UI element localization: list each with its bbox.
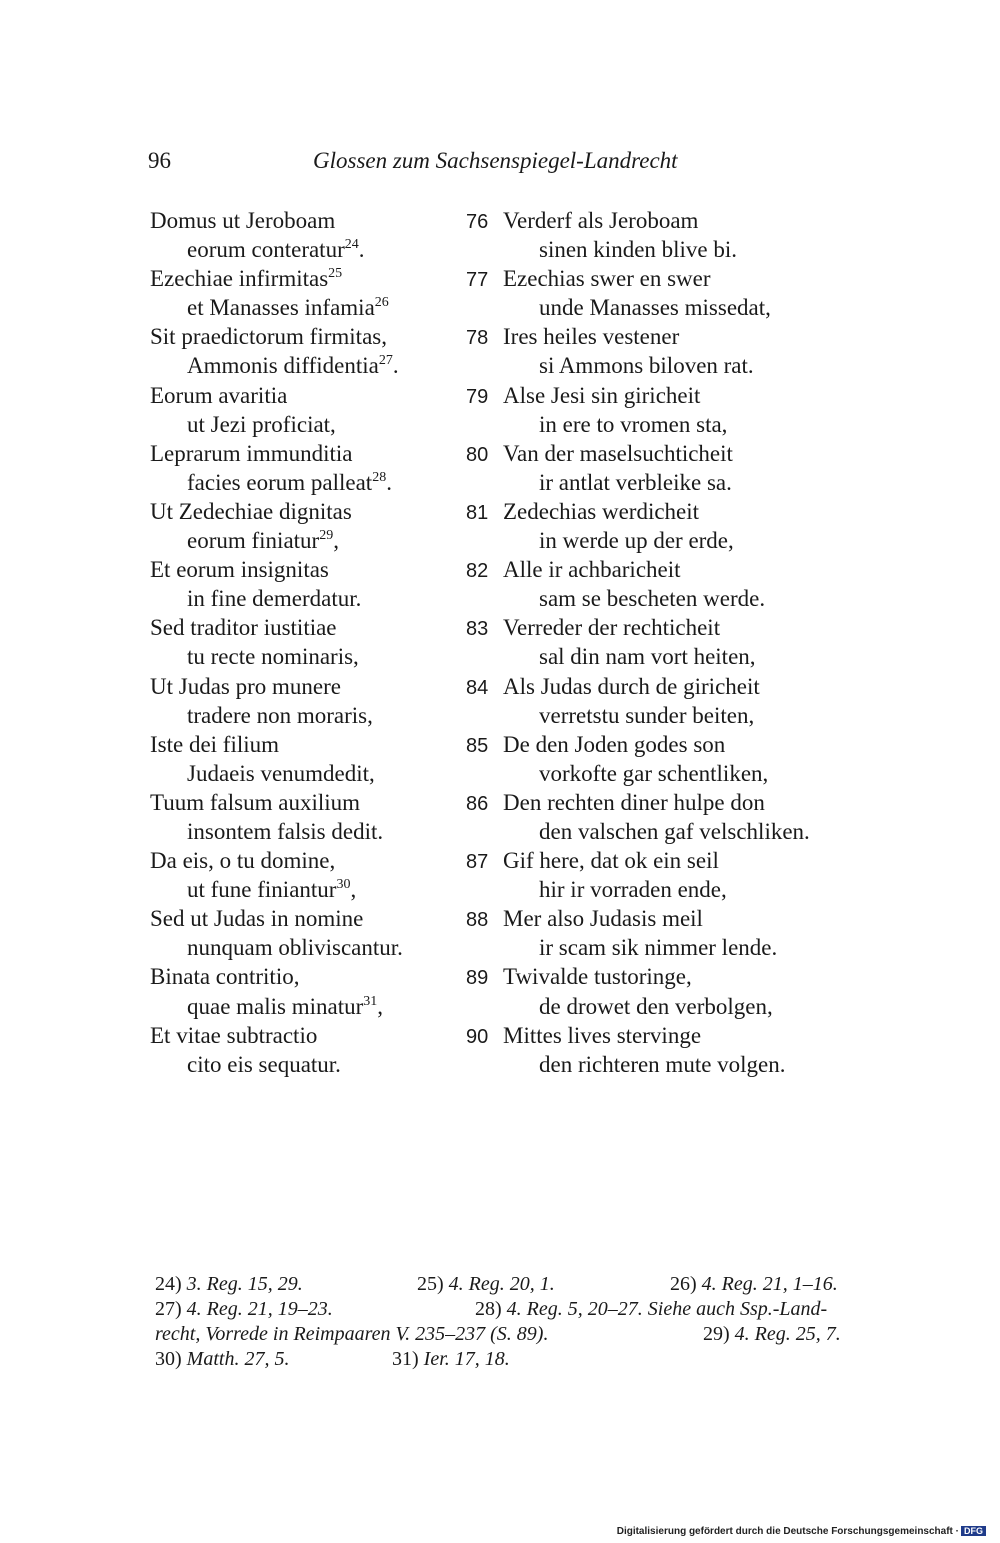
footnote-row	[155, 1322, 861, 1347]
latin-line	[150, 613, 470, 642]
dfg-logo: DFG	[961, 1526, 986, 1536]
latin-line	[150, 351, 470, 380]
latin-line-text: et Manasses infamia	[187, 295, 375, 321]
stanza-number: 83	[466, 618, 489, 641]
punctuation: .	[358, 237, 365, 263]
footnote-28-continued: recht, Vorrede in Reimpaaren V. 235–237 (S. 89).	[155, 1323, 549, 1345]
latin-line-text: Judaeis venumdedit,	[187, 760, 375, 786]
punctuation: ,	[333, 528, 339, 554]
latin-line	[150, 642, 470, 671]
footnote-marker: 26	[374, 295, 389, 311]
stanza-number: 90	[466, 1025, 489, 1048]
german-line	[466, 381, 886, 410]
latin-line-text: eorum finiatur	[187, 528, 320, 554]
footnote-24: 24) 3. Reg. 15, 29.	[155, 1273, 303, 1295]
stanza-number: 86	[466, 792, 489, 815]
stanza-number: 89	[466, 967, 489, 990]
latin-line-text: tu recte nominaris,	[187, 644, 359, 670]
latin-line	[150, 322, 470, 351]
latin-line-text: Binata contritio,	[150, 964, 300, 990]
stanza-number: 82	[466, 560, 489, 583]
stanza-number: 81	[466, 501, 489, 524]
footnote-30: 30) Matth. 27, 5.	[155, 1348, 290, 1370]
latin-line	[150, 526, 470, 555]
latin-line-text: Ut Judas pro munere	[150, 673, 341, 699]
footnote-marker: 30	[336, 877, 351, 893]
latin-line	[150, 555, 470, 584]
footnote-29: 29) 4. Reg. 25, 7.	[703, 1323, 841, 1345]
page-header	[148, 148, 868, 178]
german-line	[466, 933, 886, 962]
latin-line	[150, 875, 470, 904]
german-line-text: verretstu sunder beiten,	[539, 702, 755, 728]
latin-line	[150, 381, 470, 410]
latin-line-text: Da eis, o tu domine,	[150, 848, 336, 874]
latin-line	[150, 497, 470, 526]
footnote-28: 28) 4. Reg. 5, 20–27. Siehe auch Ssp.-Land-	[475, 1298, 828, 1320]
latin-line-text: Iste dei filium	[150, 731, 280, 757]
footnote-row	[155, 1272, 861, 1297]
german-line-text: Mer also Judasis meil	[503, 906, 703, 932]
german-line-text: Verreder der rechticheit	[503, 615, 721, 641]
footnote-27: 27) 4. Reg. 21, 19–23.	[155, 1298, 333, 1320]
german-text-column	[466, 206, 886, 1079]
latin-line	[150, 264, 470, 293]
latin-line	[150, 992, 470, 1021]
german-line-text: Verderf als Jeroboam	[503, 208, 699, 233]
german-line-text: Den rechten diner hulpe don	[503, 789, 765, 815]
german-line-text: sal din nam vort heiten,	[539, 644, 756, 670]
stanza-number: 77	[466, 269, 489, 292]
german-line	[466, 410, 886, 439]
latin-line-text: Et eorum insignitas	[150, 557, 329, 583]
latin-line	[150, 817, 470, 846]
german-line-text: Van der maselsuchticheit	[503, 440, 733, 466]
latin-line-text: insontem falsis dedit.	[187, 818, 384, 844]
latin-line	[150, 672, 470, 701]
latin-line	[150, 439, 470, 468]
footnote-26: 26) 4. Reg. 21, 1–16.	[670, 1273, 838, 1295]
german-line-text: Twivalde tustoringe,	[503, 964, 692, 990]
german-line	[466, 206, 886, 235]
german-line	[466, 555, 886, 584]
german-line-text: Alle ir achbaricheit	[503, 557, 681, 583]
german-line	[466, 497, 886, 526]
latin-line-text: facies eorum palleat	[187, 469, 373, 495]
punctuation: .	[392, 353, 399, 379]
latin-line	[150, 788, 470, 817]
german-line	[466, 672, 886, 701]
latin-line-text: Domus ut Jeroboam	[150, 208, 336, 233]
latin-line-text: Ezechiae infirmitas	[150, 266, 329, 292]
german-line	[466, 1050, 886, 1079]
german-line-text: Als Judas durch de giricheit	[503, 673, 760, 699]
footnote-row	[155, 1347, 861, 1372]
latin-line	[150, 1050, 470, 1079]
latin-line-text: Tuum falsum auxilium	[150, 789, 360, 815]
footnote-25: 25) 4. Reg. 20, 1.	[417, 1273, 555, 1295]
stanza-number: 79	[466, 385, 489, 408]
german-line-text: Ires heiles vestener	[503, 324, 680, 350]
punctuation: ,	[350, 877, 357, 903]
latin-line-text: Ammonis diffidentia	[187, 353, 379, 379]
latin-line	[150, 293, 470, 322]
footnote-marker: 27	[378, 353, 393, 369]
german-line	[466, 264, 886, 293]
latin-line-text: Et vitae subtractio	[150, 1022, 318, 1048]
stanza-number: 80	[466, 443, 489, 466]
latin-line	[150, 584, 470, 613]
german-line-text: De den Joden godes son	[503, 731, 726, 757]
latin-line-text: Sed traditor iustitiae	[150, 615, 337, 641]
german-line	[466, 875, 886, 904]
german-line	[466, 730, 886, 759]
latin-line	[150, 933, 470, 962]
latin-line	[150, 759, 470, 788]
latin-line	[150, 410, 470, 439]
german-line	[466, 817, 886, 846]
punctuation: ,	[377, 993, 384, 1019]
german-line	[466, 1021, 886, 1050]
latin-line	[150, 468, 470, 497]
stanza-number: 87	[466, 851, 489, 874]
german-line-text: vorkofte gar schentliken,	[539, 760, 769, 786]
german-line	[466, 439, 886, 468]
latin-line-text: in fine demerdatur.	[187, 586, 362, 612]
german-line-text: ir antlat verbleike sa.	[539, 469, 732, 495]
footnote-31: 31) Ier. 17, 18.	[392, 1348, 510, 1370]
latin-line-text: quae malis minatur	[187, 993, 364, 1019]
stanza-number: 78	[466, 327, 489, 350]
latin-text-column	[150, 206, 470, 1079]
latin-line-text: Sit praedictorum firmitas,	[150, 324, 387, 350]
stanza-number: 88	[466, 909, 489, 932]
latin-line-text: Leprarum immunditia	[150, 440, 353, 466]
german-line	[466, 846, 886, 875]
german-line	[466, 468, 886, 497]
german-line	[466, 235, 886, 264]
footnote-marker: 25	[328, 266, 343, 282]
german-line	[466, 293, 886, 322]
latin-line-text: tradere non moraris,	[187, 702, 373, 728]
german-line	[466, 759, 886, 788]
stanza-number: 76	[466, 211, 489, 233]
latin-line-text: eorum conteratur	[187, 237, 345, 263]
german-line-text: den richteren mute volgen.	[539, 1051, 786, 1077]
german-line	[466, 322, 886, 351]
latin-line-text: ut fune finiantur	[187, 877, 337, 903]
german-line	[466, 642, 886, 671]
latin-line-text: ut Jezi proficiat,	[187, 411, 336, 437]
german-line-text: de drowet den verbolgen,	[539, 993, 773, 1019]
german-line-text: si Ammons biloven rat.	[539, 353, 754, 379]
footnote-marker: 28	[372, 469, 387, 485]
german-line	[466, 904, 886, 933]
footnotes	[155, 1272, 861, 1372]
latin-line	[150, 730, 470, 759]
german-line-text: ir scam sik nimmer lende.	[539, 935, 778, 961]
german-line	[466, 788, 886, 817]
page-number: 96	[148, 148, 171, 173]
latin-line	[150, 962, 470, 991]
latin-line	[150, 235, 470, 264]
latin-line-text: Sed ut Judas in nomine	[150, 906, 364, 932]
punctuation: .	[386, 469, 392, 495]
latin-line-text: Ut Zedechiae dignitas	[150, 498, 352, 524]
german-line-text: sinen kinden blive bi.	[539, 237, 738, 263]
footnote-marker: 29	[319, 528, 334, 544]
german-line	[466, 584, 886, 613]
german-line	[466, 613, 886, 642]
german-line-text: den valschen gaf velschliken.	[539, 818, 810, 844]
footnote-marker: 31	[363, 993, 378, 1009]
german-line-text: Alse Jesi sin giricheit	[503, 382, 701, 408]
funding-credit	[617, 1526, 986, 1537]
german-line-text: in werde up der erde,	[539, 528, 734, 554]
german-line	[466, 962, 886, 991]
german-line-text: Gif here, dat ok ein seil	[503, 848, 719, 874]
german-line	[466, 992, 886, 1021]
german-line	[466, 526, 886, 555]
german-line	[466, 701, 886, 730]
latin-line-text: Eorum avaritia	[150, 382, 288, 408]
stanza-number: 85	[466, 734, 489, 757]
latin-line	[150, 1021, 470, 1050]
latin-line	[150, 846, 470, 875]
footnote-marker: 24	[344, 237, 359, 253]
german-line-text: Ezechias swer en swer	[503, 266, 711, 292]
latin-line	[150, 904, 470, 933]
german-line-text: unde Manasses missedat,	[539, 295, 771, 321]
latin-line	[150, 206, 470, 235]
latin-line-text: cito eis sequatur.	[187, 1051, 341, 1077]
german-line-text: Mittes lives stervinge	[503, 1022, 702, 1048]
german-line-text: sam se bescheten werde.	[539, 586, 766, 612]
stanza-number: 84	[466, 676, 489, 699]
german-line-text: hir ir vorraden ende,	[539, 877, 727, 903]
footnote-row	[155, 1297, 861, 1322]
funding-credit-text: Digitalisierung gefördert durch die Deutsche Forschungsgemeinschaft ·	[616, 1526, 959, 1537]
german-line-text: in ere to vromen sta,	[539, 411, 728, 437]
running-title: Glossen zum Sachsenspiegel-Landrecht	[313, 148, 678, 173]
german-line-text: Zedechias werdicheit	[503, 498, 700, 524]
latin-line-text: nunquam obliviscantur.	[187, 935, 403, 961]
latin-line	[150, 701, 470, 730]
german-line	[466, 351, 886, 380]
